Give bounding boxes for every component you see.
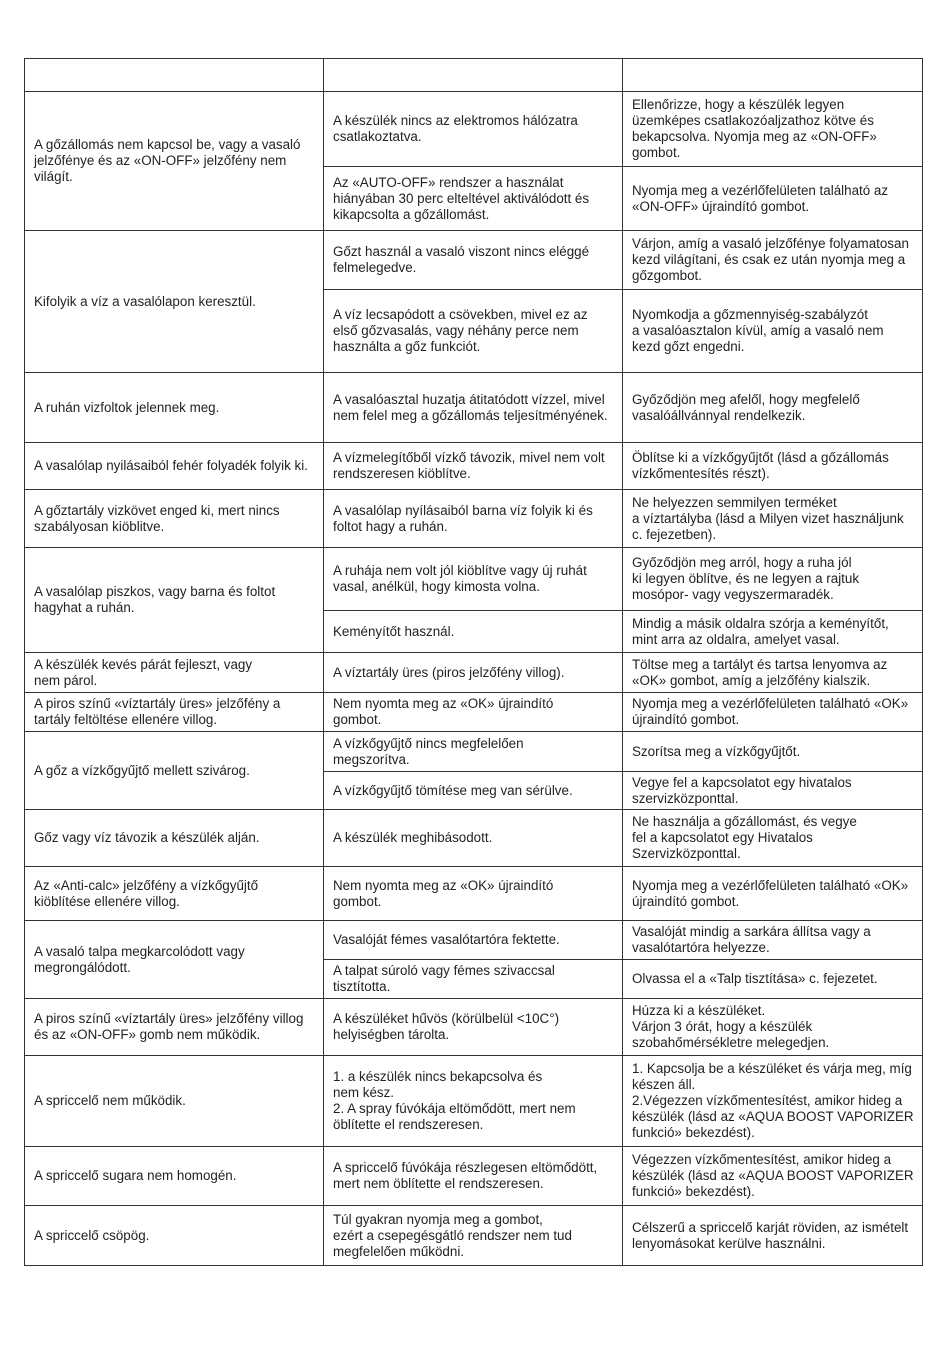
cause-cell: [324, 373, 623, 443]
cause-cell: [324, 611, 623, 653]
table-row: [25, 732, 923, 772]
solution-cell: [623, 548, 923, 611]
table-row: [25, 810, 923, 867]
problem-text: A spriccelő csöpög.: [34, 1227, 150, 1243]
solution-cell: [623, 867, 923, 921]
solution-text: Húzza ki a készüléket. Várjon 3 órát, hogy a készülék szobahőmérsékletre melegedjen.: [632, 1003, 830, 1050]
problem-cell: [25, 443, 324, 490]
cause-cell: [324, 960, 623, 999]
solution-text: Nyomkodja a gőzmennyiség-szabályzót a vasalóasztalon kívül, amíg a vasaló nem kezd gőzt engedni.: [632, 307, 884, 354]
solution-cell: [623, 693, 923, 732]
problem-text: A vasalólap piszkos, vagy barna és foltot hagyhat a ruhán.: [34, 584, 276, 615]
cause-text: Vasalóját fémes vasalótartóra fektette.: [333, 932, 560, 947]
table-row: [25, 867, 923, 921]
solution-cell: [623, 810, 923, 867]
cause-cell: [324, 1147, 623, 1206]
header-cause: [324, 59, 623, 92]
cause-text: A készüléket hűvös (körülbelül <10C°) helyiségben tárolta.: [333, 1011, 560, 1042]
cause-cell: [324, 921, 623, 960]
cause-cell: [324, 490, 623, 548]
table-row: [25, 1147, 923, 1206]
cause-cell: [324, 999, 623, 1056]
problem-text: A piros színű «víztartály üres» jelzőfény a tartály feltöltése ellenére villog.: [34, 696, 281, 727]
problem-text: Az «Anti-calc» jelzőfény a vízkőgyűjtő kiöblítése ellenére villog.: [34, 877, 259, 909]
cause-cell: [324, 167, 623, 231]
problem-cell: [25, 548, 324, 653]
problem-cell: [25, 1206, 324, 1266]
problem-text: A gőztartály vizkövet enged ki, mert nincs szabályosan kiöblitve.: [34, 502, 280, 534]
solution-cell: [623, 290, 923, 373]
problem-cell: [25, 810, 324, 867]
cause-text: Keményítőt használ.: [333, 623, 455, 639]
table-row: [25, 231, 923, 290]
cause-text: A spriccelő fúvókája részlegesen eltömődött, mert nem öblítette el rendszeresen.: [333, 1160, 598, 1191]
solution-cell: [623, 1056, 923, 1147]
cause-cell: [324, 1206, 623, 1266]
cause-text: Gőzt használ a vasaló viszont nincs eléggé felmelegedve.: [333, 244, 590, 275]
problem-cell: [25, 867, 324, 921]
cause-cell: [324, 443, 623, 490]
solution-cell: [623, 92, 923, 167]
problem-text: A spriccelő nem működik.: [34, 1093, 186, 1108]
problem-cell: [25, 1147, 324, 1206]
solution-text: Töltse meg a tartályt és tartsa lenyomva az «OK» gombot, amíg a jelzőfény kialszik.: [632, 656, 888, 688]
solution-cell: [623, 231, 923, 290]
problem-cell: [25, 231, 324, 373]
table-row: [25, 1206, 923, 1266]
problem-text: A ruhán vizfoltok jelennek meg.: [34, 399, 220, 415]
solution-text: Olvassa el a «Talp tisztítása» c. fejezetet.: [632, 971, 878, 986]
solution-cell: [623, 653, 923, 693]
problem-cell: [25, 92, 324, 231]
solution-text: Szorítsa meg a vízkőgyűjtőt.: [632, 743, 801, 759]
cause-text: 1. a készülék nincs bekapcsolva és nem kész. 2. A spray fúvókája eltömődött, mert nem öblítette el rendszeresen.: [333, 1069, 576, 1132]
cause-text: A vízkőgyűjtő tömítése meg van sérülve.: [333, 782, 573, 798]
cause-cell: [324, 290, 623, 373]
header-problem: [25, 59, 324, 92]
problem-text: A gőz a vízkőgyűjtő mellett szivárog.: [34, 762, 250, 778]
problem-cell: [25, 732, 324, 810]
solution-cell: [623, 167, 923, 231]
cause-text: A víztartály üres (piros jelzőfény villog).: [333, 664, 565, 680]
solution-cell: [623, 1206, 923, 1266]
solution-text: Ne használja a gőzállomást, és vegye fel a kapcsolatot egy Hivatalos Szervizközponttal.: [632, 814, 857, 861]
cause-cell: [324, 693, 623, 732]
problem-cell: [25, 490, 324, 548]
cause-text: A ruhája nem volt jól kiöblítve vagy új ruhát vasal, anélkül, hogy kimosta volna.: [333, 563, 587, 594]
solution-text: Öblítse ki a vízkőgyűjtőt (lásd a gőzállomás vízkőmentesítés részt).: [632, 450, 889, 481]
solution-cell: [623, 1147, 923, 1206]
solution-text: Nyomja meg a vezérlőfelületen található «OK» újraindító gombot.: [632, 877, 909, 909]
header-row: [25, 59, 923, 92]
solution-cell: [623, 490, 923, 548]
solution-text: Vegye fel a kapcsolatot egy hivatalos szervizközponttal.: [632, 774, 852, 806]
solution-text: Vasalóját mindig a sarkára állítsa vagy a vasalótartóra helyezze.: [632, 924, 871, 955]
cause-cell: [324, 231, 623, 290]
cause-text: A vízmelegítőből vízkő távozik, mivel nem volt rendszeresen kiöblítve.: [333, 450, 605, 481]
solution-text: Végezzen vízkőmentesítést, amikor hideg a készülék (lásd az «AQUA BOOST VAPORIZER funkció» bekezdést).: [632, 1152, 914, 1199]
table-body: [25, 92, 923, 1266]
solution-text: Nyomja meg a vezérlőfelületen található az «ON-OFF» újraindító gombot.: [632, 182, 889, 214]
cause-cell: [324, 653, 623, 693]
table-row: [25, 443, 923, 490]
cause-text: A vasalóasztal huzatja átitatódott vízzel, mivel nem felel meg a gőzállomás teljesítményének.: [333, 391, 608, 423]
solution-cell: [623, 732, 923, 772]
solution-cell: [623, 611, 923, 653]
cause-text: A víz lecsapódott a csövekben, mivel ez az első gőzvasalás, vagy néhány perce nem használta a gőz funkciót.: [333, 307, 588, 354]
problem-cell: [25, 693, 324, 732]
cause-cell: [324, 548, 623, 611]
table-row: [25, 490, 923, 548]
solution-cell: [623, 772, 923, 810]
troubleshooting-table: [24, 58, 923, 1266]
problem-text: A spriccelő sugara nem homogén.: [34, 1168, 237, 1183]
cause-text: A készülék meghibásodott.: [333, 830, 493, 845]
cause-text: A vízkőgyűjtő nincs megfelelően megszorítva.: [333, 735, 524, 767]
solution-text: Nyomja meg a vezérlőfelületen található «OK» újraindító gombot.: [632, 696, 909, 727]
cause-text: Nem nyomta meg az «OK» újraindító gombot.: [333, 696, 554, 727]
solution-cell: [623, 999, 923, 1056]
cause-text: A talpat súroló vagy fémes szivaccsal tisztította.: [333, 963, 555, 994]
problem-cell: [25, 999, 324, 1056]
table-row: [25, 1056, 923, 1147]
solution-text: Ellenőrizze, hogy a készülék legyen üzemképes csatlakozóaljzathoz kötve és bekapcsolva. Nyomja meg az «ON-OFF» gombot.: [632, 97, 877, 160]
solution-text: Ne helyezzen semmilyen terméket a víztartályba (lásd a Milyen vizet használjunk c. fejezetben).: [632, 494, 904, 542]
solution-text: Mindig a másik oldalra szórja a keményítőt, mint arra az oldalra, amelyet vasal.: [632, 615, 889, 647]
cause-text: A vasalólap nyílásaiból barna víz folyik ki és foltot hagy a ruhán.: [333, 502, 593, 534]
cause-text: Túl gyakran nyomja meg a gombot, ezért a csepegésgátló rendszer nem tud megfelelően működni.: [333, 1211, 572, 1259]
problem-cell: [25, 1056, 324, 1147]
table-row: [25, 999, 923, 1056]
problem-text: A vasalólap nyilásaiból fehér folyadék folyik ki.: [34, 458, 308, 473]
table-row: [25, 653, 923, 693]
problem-text: A gőzállomás nem kapcsol be, vagy a vasaló jelzőfénye és az «ON-OFF» jelzőfény nem világít.: [34, 137, 301, 184]
solution-cell: [623, 960, 923, 999]
solution-text: 1. Kapcsolja be a készüléket és várja meg, míg készen áll. 2.Végezzen vízkőmentesítést, amikor hideg a készülék (lásd az «AQUA BOOST VAPORIZER funkció» bekezdést).: [632, 1061, 914, 1140]
cause-cell: [324, 92, 623, 167]
cause-cell: [324, 1056, 623, 1147]
problem-text: A vasaló talpa megkarcolódott vagy megrongálódott.: [34, 943, 245, 975]
cause-cell: [324, 810, 623, 867]
table-row: [25, 548, 923, 611]
problem-cell: [25, 921, 324, 999]
cause-cell: [324, 867, 623, 921]
cause-cell: [324, 772, 623, 810]
cause-text: Az «AUTO-OFF» rendszer a használat hiányában 30 perc elteltével aktiválódott és kikapcsolta a gőzállomást.: [333, 174, 590, 222]
problem-text: A piros színű «víztartály üres» jelzőfény villog és az «ON-OFF» gomb nem működik.: [34, 1011, 304, 1042]
table-row: [25, 373, 923, 443]
table-row: [25, 921, 923, 960]
solution-text: Várjon, amíg a vasaló jelzőfénye folyamatosan kezd világítani, és csak ez után nyomja meg a gőzgombot.: [632, 236, 909, 283]
solution-cell: [623, 921, 923, 960]
solution-cell: [623, 443, 923, 490]
solution-text: Célszerű a spriccelő karját röviden, az ismételt lenyomásokat kerülve használni.: [632, 1219, 909, 1251]
problem-cell: [25, 373, 324, 443]
problem-text: A készülék kevés párát fejleszt, vagy nem párol.: [34, 656, 253, 688]
cause-cell: [324, 732, 623, 772]
cause-text: A készülék nincs az elektromos hálózatra csatlakoztatva.: [333, 113, 578, 144]
solution-cell: [623, 373, 923, 443]
table-row: [25, 92, 923, 167]
problem-cell: [25, 653, 324, 693]
problem-text: Kifolyik a víz a vasalólapon keresztül.: [34, 293, 256, 309]
problem-text: Gőz vagy víz távozik a készülék alján.: [34, 830, 260, 845]
cause-text: Nem nyomta meg az «OK» újraindító gombot.: [333, 877, 554, 909]
header-solution: [623, 59, 923, 92]
table-row: [25, 693, 923, 732]
solution-text: Győződjön meg arról, hogy a ruha jól ki legyen öblítve, és ne legyen a rajtuk mosópor- vagy vegyszermaradék.: [632, 555, 860, 602]
solution-text: Győződjön meg afelől, hogy megfelelő vasalóállvánnyal rendelkezik.: [632, 391, 860, 423]
